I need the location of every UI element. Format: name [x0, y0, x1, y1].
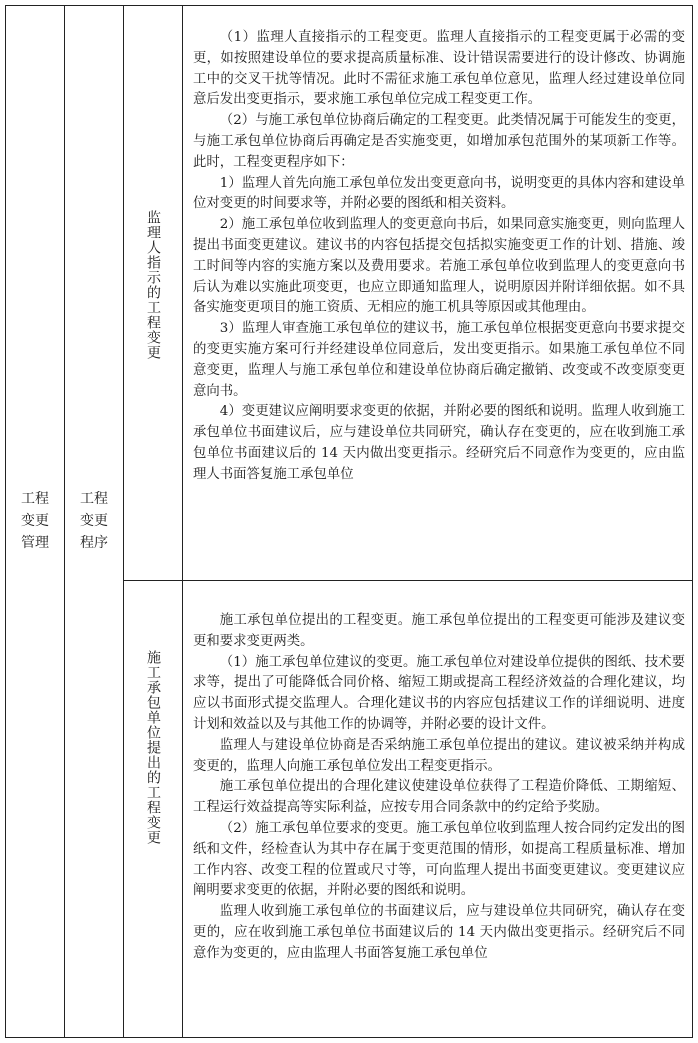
paragraph: 施工承包单位提出的合理化建议使建设单位获得了工程造价降低、工期缩短、工程运行效益提高等实际利益，应按专用合同条款中的约定给予奖励。 [193, 779, 685, 816]
paragraph: 2）施工承包单位收到监理人的变更意向书后，如果同意实施变更，则向监理人提出书面变更建议。建议书的内容包括提交包括拟实施变更工作的计划、措施、竣工时间等内容的实施方案以及费用要求。若施工承包单位收到监理人的变更意向书后认为难以实施此项变更，也应立即通知监理人，说明原因并附详细依据。如不具备实施变更项目的施工资质、无相应的施工机具等原因或其他理由。 [193, 217, 685, 316]
paragraph: 监理人收到施工承包单位的书面建议后，应与建设单位共同研究，确认存在变更的，应在收到施工承包单位书面建议后的 14 天内做出变更指示。经研究后不同意作为变更的，应由监理人书面答复施工承包单位 [193, 904, 685, 961]
subcategory-label [65, 488, 123, 554]
section2-content [193, 611, 685, 965]
section2-title: 施工承包单位提出的工程变更 [145, 650, 161, 845]
row-divider [123, 580, 693, 581]
subcategory-line: 变更 [80, 513, 108, 529]
category-line: 变更 [21, 513, 49, 529]
subcategory-line: 程序 [80, 535, 108, 551]
paragraph: （1）监理人直接指示的工程变更。监理人直接指示的工程变更属于必需的变更，如按照建设单位的要求提高质量标准、设计错误需要进行的设计修改、协调施工中的交叉干扰等情况。此时不需征求施工承包单位意见，监理人经过建设单位同意后发出变更指示，要求施工承包单位完成工程变更工作。 [193, 30, 685, 108]
column-divider [123, 5, 124, 1038]
category-label [6, 488, 64, 554]
paragraph: 1）监理人首先向施工承包单位发出变更意向书，说明变更的具体内容和建设单位对变更的时间要求等，并附必要的图纸和相关资料。 [193, 175, 685, 212]
paragraph: 4）变更建议应阐明要求变更的依据，并附必要的图纸和说明。监理人收到施工承包单位书面建议后，应与建设单位共同研究，确认存在变更的，应在收到施工承包单位书面建议后的 14 天内做出变更指示。经研究后不同意作为变更的，应由监理人书面答复施工承包单位 [193, 404, 685, 482]
paragraph: （2）施工承包单位要求的变更。施工承包单位收到监理人按合同约定发出的图纸和文件，经检查认为其中存在属于变更范围的情形，如提高工程质量标准、增加工作内容、改变工程的位置或尺寸等，可向监理人提出书面变更建议。变更建议应阐明要求变更的依据，并附必要的图纸和说明。 [193, 820, 685, 899]
section1-content [193, 28, 685, 486]
section1-title: 监理人指示的工程变更 [145, 210, 161, 360]
subcategory-line: 工程 [80, 491, 108, 507]
column-divider [182, 5, 183, 1038]
paragraph: （2）与施工承包单位协商后确定的工程变更。此类情况属于可能发生的变更，与施工承包单位协商后再确定是否实施变更，如增加承包范围外的某项新工作等。此时，工程变更程序如下： [193, 113, 685, 170]
paragraph: 监理人与建设单位协商是否采纳施工承包单位提出的建议。建议被采纳并构成变更的，监理人向施工承包单位发出工程变更指示。 [193, 737, 685, 774]
paragraph: （1）施工承包单位建议的变更。施工承包单位对建设单位提供的图纸、技术要求等，提出了可能降低合同价格、缩短工期或提高工程经济效益的合理化建议，均应以书面形式提交监理人。合理化建议书的内容应包括建议工作的详细说明、进度计划和效益以及与其他工作的协调等，并附必要的设计文件。 [193, 654, 685, 732]
category-line: 管理 [21, 535, 49, 551]
category-line: 工程 [21, 491, 49, 507]
paragraph: 3）监理人审查施工承包单位的建议书，施工承包单位根据变更意向书要求提交的变更实施方案可行并经建设单位同意后，发出变更指示。如果施工承包单位不同意变更，监理人与施工承包单位和建设单位协商后确定撤销、改变或不改变原变更意向书。 [193, 321, 685, 399]
paragraph: 施工承包单位提出的工程变更。施工承包单位提出的工程变更可能涉及建议变更和要求变更两类。 [193, 613, 685, 649]
